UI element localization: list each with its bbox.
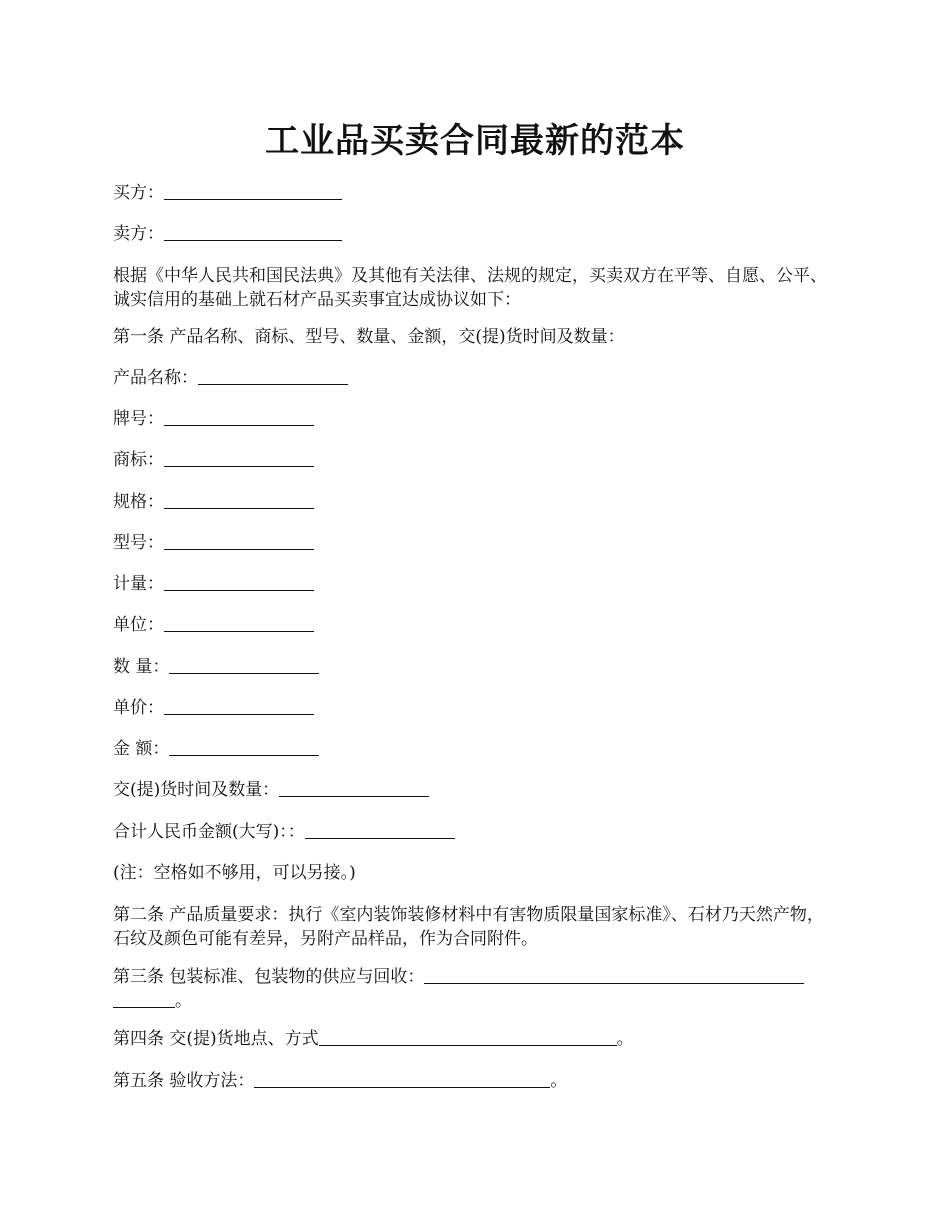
brand-line [113,407,314,431]
unit-price-blank[interactable] [164,696,314,715]
seller-blank[interactable] [164,222,342,241]
product-name-label: 产品名称： [113,368,198,388]
article-5-end: 。 [550,1071,568,1091]
article-3-label: 第三条 包装标准、包装物的供应与回收： [113,967,425,987]
quantity-blank[interactable] [169,655,319,674]
delivery-blank[interactable] [279,778,429,797]
article-3-blank-cont[interactable] [113,989,175,1008]
quantity-label: 数 量： [113,657,170,677]
model-line [113,531,314,555]
brand-blank[interactable] [164,407,314,426]
seller-label: 卖方： [113,224,164,244]
trademark-line [113,448,314,472]
article-3-end: 。 [175,991,192,1011]
brand-label: 牌号： [113,409,164,429]
quantity-line [113,655,319,679]
buyer-label: 买方： [113,183,164,203]
trademark-blank[interactable] [164,448,314,467]
unit-label: 单位： [113,615,164,635]
unit-blank[interactable] [164,613,314,632]
amount-blank[interactable] [169,737,319,756]
spec-blank[interactable] [164,490,314,509]
article-4-label: 第四条 交(提)货地点、方式 [113,1029,319,1049]
model-blank[interactable] [164,531,314,550]
article-3-continuation [113,989,192,1013]
measure-line [113,572,314,596]
intro-paragraph: 根据《中华人民共和国民法典》及其他有关法律、法规的规定，买卖双方在平等、自愿、公平、诚实信用的基础上就石材产品买卖事宜达成协议如下： [113,266,827,310]
product-name-blank[interactable] [198,366,348,385]
buyer-line [113,181,342,205]
article-4-end: 。 [616,1029,634,1049]
article-5-line [113,1069,567,1093]
article-2: 第二条 产品质量要求：执行《室内装饰装修材料中有害物质限量国家标准》、石材乃天然产物，石纹及颜色可能有差异，另附产品样品，作为合同附件。 [113,905,824,949]
total-rmb-label: 合计人民币金额(大写)：： [113,822,305,842]
model-label: 型号： [113,533,164,553]
amount-line [113,737,319,761]
article-4-line [113,1027,634,1051]
article-4-blank[interactable] [319,1027,617,1046]
measure-blank[interactable] [164,572,314,591]
buyer-blank[interactable] [164,181,342,200]
article-5-label: 第五条 验收方法： [113,1071,255,1091]
total-rmb-line [113,820,455,844]
spec-line [113,490,314,514]
article-3-blank[interactable] [424,965,804,984]
delivery-line [113,778,429,802]
amount-label: 金 额： [113,739,170,759]
unit-price-line [113,696,314,720]
product-name-line [113,366,348,390]
spec-label: 规格： [113,492,164,512]
delivery-label: 交(提)货时间及数量： [113,780,280,800]
unit-price-label: 单价： [113,698,164,718]
total-rmb-blank[interactable] [305,820,455,839]
note-line: (注：空格如不够用，可以另接。) [113,863,356,883]
trademark-label: 商标： [113,450,164,470]
article-1: 第一条 产品名称、商标、型号、数量、金额，交(提)货时间及数量： [113,327,625,347]
article-3-line [113,965,804,989]
measure-label: 计量： [113,574,164,594]
unit-line [113,613,314,637]
article-5-blank[interactable] [254,1069,550,1088]
seller-line [113,222,342,246]
document-title: 工业品买卖合同最新的范本 [265,121,685,161]
